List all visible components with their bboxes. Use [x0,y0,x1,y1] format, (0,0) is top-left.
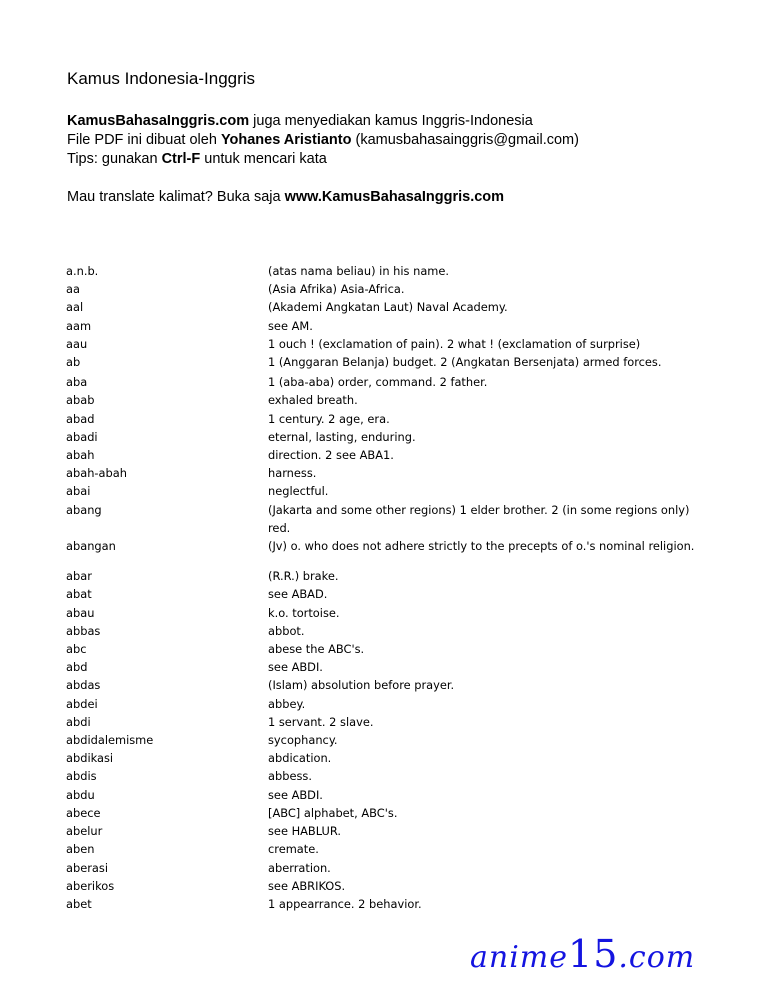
entry-definition: abdication. [268,751,332,766]
entry-definition: 1 servant. 2 slave. [268,714,374,729]
entry-term: a.n.b. [66,264,99,278]
entry-term: abdikasi [66,751,114,766]
dictionary-entry [66,280,706,298]
entry-term: abet [66,896,92,911]
entry-term: aberikos [66,878,115,893]
entry-definition: (Jv) o. who does not adhere strictly to the precepts of o.'s nominal religion. [268,539,695,554]
entry-definition: (atas nama beliau) in his name. [268,264,450,278]
dictionary-entry [66,537,706,555]
entry-term: abar [66,569,92,584]
entry-definition: k.o. tortoise. [268,605,340,620]
entry-definition: abbess. [268,769,312,784]
entry-definition: (Asia Afrika) Asia-Africa. [268,282,405,297]
entry-term: abat [66,587,92,602]
dictionary-entry [66,840,706,858]
dictionary-entry [66,640,706,658]
dictionary-entry [66,335,706,353]
dictionary-entry [66,567,706,585]
entry-term: abab [66,393,95,408]
dictionary-entry [66,353,706,371]
entry-term: abd [66,660,88,675]
intro-block [67,112,579,207]
dictionary-entry [66,428,706,446]
entry-definition: 1 (Anggaran Belanja) budget. 2 (Angkatan Bersenjata) armed forces. [268,355,662,370]
intro-line-2: File PDF ini dibuat oleh Yohanes Aristianto (kamusbahasainggris@gmail.com) [67,132,579,148]
dictionary-entry [66,410,706,428]
entry-definition: neglectful. [268,484,329,499]
entry-definition: see ABDI. [268,787,323,802]
entry-definition: see ABRIKOS. [268,878,346,893]
dictionary-entry [66,695,706,713]
intro-line-1: KamusBahasaInggris.com juga menyediakan kamus Inggris-Indonesia [67,113,533,129]
entry-term: abece [66,805,101,820]
dictionary-entry [66,262,706,280]
dictionary-entry [66,713,706,731]
entry-term: aal [66,300,84,315]
intro-line-4: Mau translate kalimat? Buka saja www.KamusBahasaInggris.com [67,189,505,205]
dictionary-entry [66,658,706,676]
entry-term: abadi [66,429,98,444]
entry-term: abangan [66,539,116,554]
entry-definition: (Islam) absolution before prayer. [268,678,455,693]
entry-term: abdis [66,769,97,784]
dictionary-entry [66,501,706,537]
dictionary-entry [66,767,706,785]
dictionary-entry [66,877,706,895]
entry-definition: eternal, lasting, enduring. [268,429,416,444]
shortcut-hint: Ctrl-F [161,151,201,167]
entry-definition: see HABLUR. [268,824,341,839]
entry-definition: cremate. [268,842,319,857]
entry-term: aa [66,282,80,297]
entry-term: abah [66,448,95,463]
dictionary-entry [66,482,706,500]
entry-term: abc [66,642,87,657]
entry-definition: (R.R.) brake. [268,569,339,584]
dictionary-entry [66,604,706,622]
entry-term: abbas [66,623,101,638]
entry-term: abau [66,605,95,620]
dictionary-entry [66,822,706,840]
dictionary-entry [66,317,706,335]
entry-definition: [ABC] alphabet, ABC's. [268,805,398,820]
dictionary-entry [66,464,706,482]
intro-line-3: Tips: gunakan Ctrl-F untuk mencari kata [67,151,327,167]
dictionary-entry [66,804,706,822]
entry-definition: abbot. [268,623,305,638]
entry-term: abai [66,484,91,499]
dictionary-entry [66,731,706,749]
entry-term: aba [66,375,88,390]
entry-definition: exhaled breath. [268,393,358,408]
entry-term: ab [66,355,81,370]
dictionary-entry [66,786,706,804]
dictionary-entry [66,298,706,316]
dictionary-entry [66,391,706,409]
entry-definition: sycophancy. [268,733,338,748]
dictionary-entry [66,859,706,877]
entry-definition: abbey. [268,696,306,711]
dictionary-entry [66,373,706,391]
entry-term: aau [66,336,88,351]
entry-term: abah-abah [66,466,127,481]
entry-term: abdidalemisme [66,733,154,748]
entry-definition: harness. [268,466,317,481]
author-name: Yohanes Aristianto [220,132,352,148]
entry-definition: 1 (aba-aba) order, command. 2 father. [268,375,488,390]
entry-term: abad [66,411,95,426]
entry-definition: abese the ABC's. [268,642,365,657]
entry-definition: aberration. [268,860,331,875]
entry-definition: 1 century. 2 age, era. [268,411,390,426]
entry-term: aam [66,318,92,333]
dictionary-entry [66,446,706,464]
entry-definition: 1 ouch ! (exclamation of pain). 2 what ! (exclamation of surprise) [268,336,641,351]
dictionary-entry [66,676,706,694]
entry-definition: (Akademi Angkatan Laut) Naval Academy. [268,300,508,315]
entry-term: aben [66,842,95,857]
page-title: Kamus Indonesia-Inggris [67,69,256,88]
entry-definition: (Jakarta and some other regions) 1 elder brother. 2 (in some regions only) red. [268,502,690,535]
dictionary-entry [66,585,706,603]
entry-definition: see ABDI. [268,660,323,675]
dictionary-entry [66,749,706,767]
site-name: KamusBahasaInggris.com [67,113,250,129]
entry-definition: see ABAD. [268,587,328,602]
entry-definition: 1 appearrance. 2 behavior. [268,896,422,911]
dictionary-entry [66,622,706,640]
dictionary-entry [66,895,706,913]
entry-term: aberasi [66,860,108,875]
entry-definition: see AM. [268,318,313,333]
dictionary-entries [66,262,706,913]
entry-term: abang [66,502,102,517]
watermark-logo: anime15.com [470,932,696,976]
entry-term: abdu [66,787,95,802]
entry-term: abdi [66,714,91,729]
entry-term: abelur [66,824,103,839]
entry-term: abdei [66,696,98,711]
entry-term: abdas [66,678,101,693]
site-url[interactable]: www.KamusBahasaInggris.com [284,189,505,205]
entry-definition: direction. 2 see ABA1. [268,448,394,463]
